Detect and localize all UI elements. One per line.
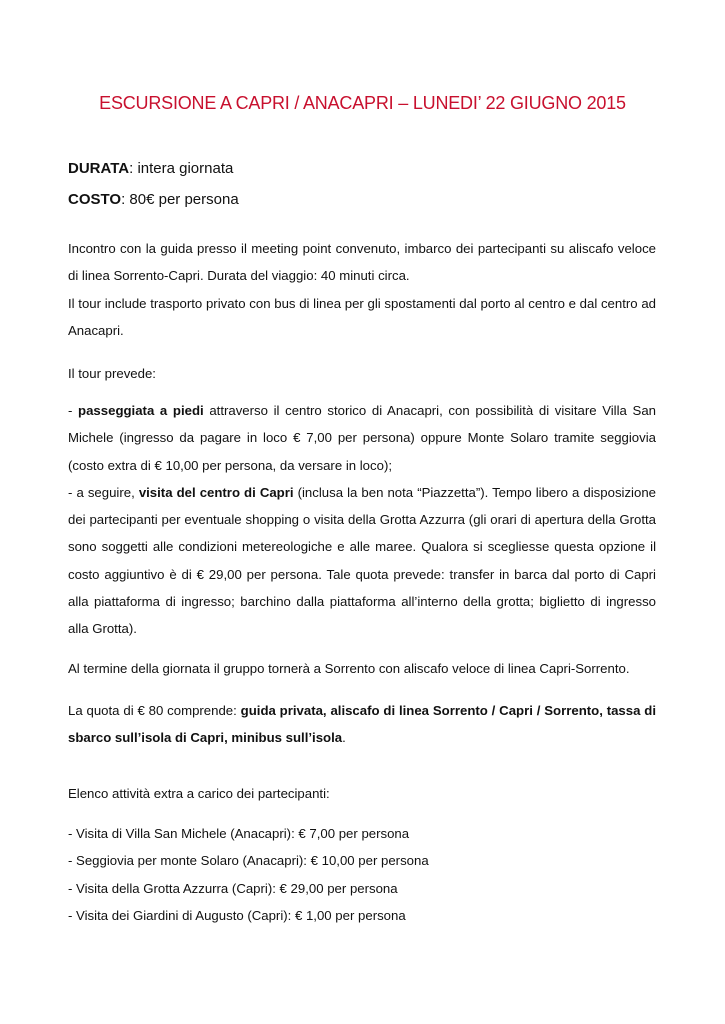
quota-suffix: . bbox=[342, 730, 346, 746]
tour-item-walk-text: attraverso il centro storico di Anacapri, con possibilità di visitare Villa San Michele (ingresso da pagare in loco € 7,00 per persona) oppure Monte Solaro tramite seggiovia (costo extra di € 10,00 per persona, da versare in loco); bbox=[68, 403, 656, 473]
return-paragraph: Al termine della giornata il gruppo tornerà a Sorrento con aliscafo veloce di linea Capri-Sorrento. bbox=[68, 661, 630, 676]
extras-list bbox=[68, 820, 656, 929]
costo-label: COSTO bbox=[68, 191, 122, 208]
quota-included: guida privata, aliscafo di linea Sorrento / Capri / Sorrento, tassa di sbarco sull’isola di Capri, minibus sull’isola bbox=[68, 703, 656, 746]
list-item: - Visita dei Giardini di Augusto (Capri): € 1,00 per persona bbox=[68, 907, 406, 923]
list-item: - Visita di Villa San Michele (Anacapri): € 7,00 per persona bbox=[68, 826, 410, 841]
costo-value: : 80€ per persona bbox=[121, 191, 239, 208]
durata-value: : intera giornata bbox=[129, 160, 234, 177]
durata-label: DURATA bbox=[68, 160, 130, 177]
costo-line bbox=[68, 191, 239, 208]
intro-meeting-text: Incontro con la guida presso il meeting point convenuto, imbarco dei partecipanti su aliscafo veloce di linea Sorrento-Capri. Durata del viaggio: 40 minuti circa. bbox=[68, 241, 656, 284]
tour-item-walk bbox=[68, 397, 656, 479]
tour-prevede-heading: Il tour prevede: bbox=[68, 366, 156, 381]
tour-item-capri-text: (inclusa la ben nota “Piazzetta”). Tempo libero a disposizione dei partecipanti per eventuale shopping o visita della Grotta Azzurra (gli orari di apertura della Grotta sono soggetti alle condizioni metereologiche e alle maree. Qualora si scegliesse questa opzione il costo aggiuntivo è di € 29,00 per persona. Tale quota prevede: transfer in barca dal porto di Capri alla piattaforma di ingresso; barchino dalla piattaforma all’interno della grotta; biglietto di ingresso alla Grotta). bbox=[68, 484, 656, 637]
extras-heading: Elenco attività extra a carico dei partecipanti: bbox=[68, 786, 330, 801]
tour-item-capri-bold: visita del centro di Capri bbox=[138, 484, 294, 500]
tour-item-capri bbox=[68, 479, 656, 643]
tour-item-walk-bold: passeggiata a piedi bbox=[78, 403, 204, 418]
document-title: ESCURSIONE A CAPRI / ANACAPRI – LUNEDI’ 22 GIUGNO 2015 bbox=[99, 93, 626, 113]
intro-paragraph bbox=[68, 235, 656, 344]
tour-item-capri-prefix: - a seguire, bbox=[68, 484, 139, 500]
quota-paragraph bbox=[68, 697, 656, 752]
tour-items bbox=[68, 397, 656, 643]
list-item: - Visita della Grotta Azzurra (Capri): € 29,00 per persona bbox=[68, 880, 398, 896]
durata-line bbox=[68, 160, 233, 177]
tour-item-walk-prefix: - bbox=[68, 403, 79, 418]
list-item: - Seggiovia per monte Solaro (Anacapri): € 10,00 per persona bbox=[68, 853, 429, 869]
quota-prefix: La quota di € 80 comprende: bbox=[68, 703, 241, 718]
intro-transport-text: Il tour include trasporto privato con bus di linea per gli spostamenti dal porto al centro e dal centro ad Anacapri. bbox=[68, 295, 656, 338]
